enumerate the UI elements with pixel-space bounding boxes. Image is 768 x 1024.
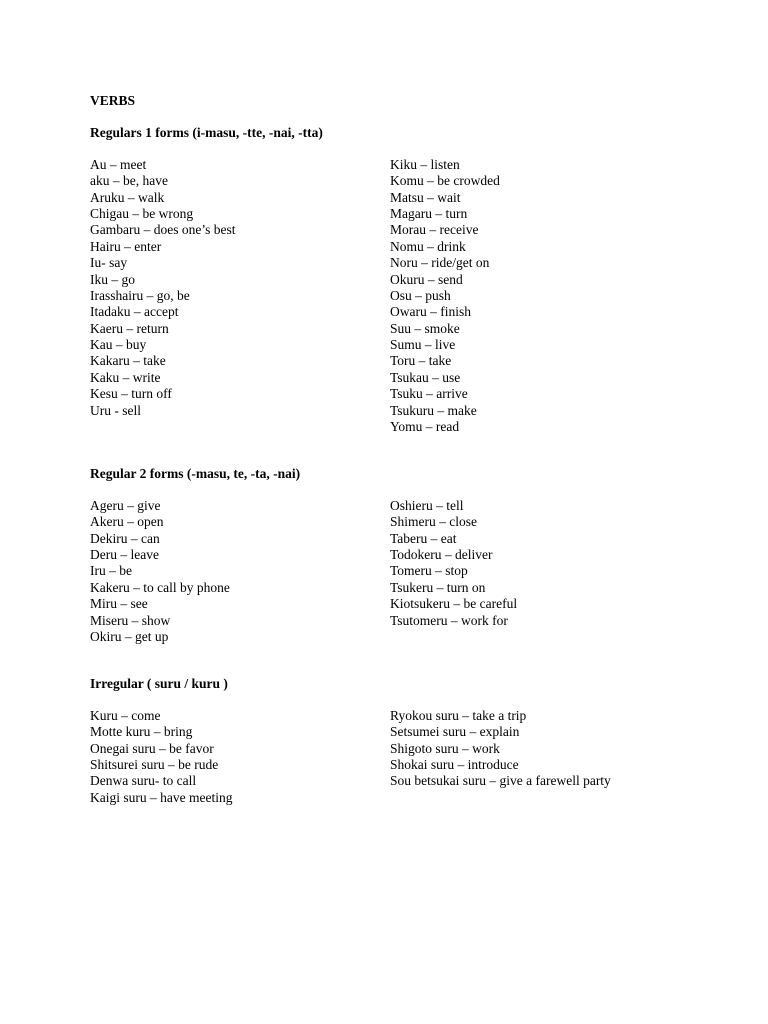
verb-item: Morau – receive <box>390 222 479 238</box>
verb-item: Itadaku – accept <box>90 304 179 320</box>
verb-item: Kaeru – return <box>90 320 169 336</box>
verb-item: Uru - sell <box>90 402 141 418</box>
verb-item: Miseru – show <box>90 612 171 628</box>
verb-list-right <box>390 498 690 646</box>
verb-item: Ageru – give <box>90 497 161 513</box>
verb-item: Tomeru – stop <box>390 563 468 579</box>
verb-item: Iu- say <box>90 255 128 271</box>
section-heading: Regular 2 forms (-masu, te, -ta, -nai) <box>90 466 301 482</box>
verb-item: Okuru – send <box>390 271 463 287</box>
verb-item: Akeru – open <box>90 514 164 530</box>
verb-item: Osu – push <box>390 287 451 303</box>
verb-list-left <box>90 708 390 806</box>
verb-item: Tsutomeru – work for <box>390 612 508 628</box>
verb-item: Yomu – read <box>390 419 460 435</box>
verb-item: Kiku – listen <box>390 156 460 172</box>
document-page <box>90 93 690 806</box>
verb-item: Onegai suru – be favor <box>90 740 214 756</box>
verb-item: Aruku – walk <box>90 189 165 205</box>
verb-item: aku – be, have <box>90 173 168 189</box>
verb-item: Hairu – enter <box>90 238 162 254</box>
verb-item: Owaru – finish <box>390 304 471 320</box>
verb-item: Setsumei suru – explain <box>390 724 520 740</box>
verb-columns <box>90 708 690 806</box>
verb-item: Oshieru – tell <box>390 497 464 513</box>
verb-item: Suu – smoke <box>390 320 460 336</box>
section-regular-2 <box>90 466 690 645</box>
verb-item: Kaku – write <box>90 369 161 385</box>
verb-item: Motte kuru – bring <box>90 724 193 740</box>
verb-item: Iru – be <box>90 563 132 579</box>
verb-item: Tsukau – use <box>390 369 461 385</box>
verb-list-right <box>390 708 690 806</box>
verb-item: Dekiru – can <box>90 530 160 546</box>
verb-item: Iku – go <box>90 271 135 287</box>
verb-item: Kakaru – take <box>90 353 166 369</box>
verb-item: Tsukeru – turn on <box>390 579 486 595</box>
verb-item: Ryokou suru – take a trip <box>390 707 527 723</box>
verb-item: Deru – leave <box>90 546 159 562</box>
verb-item: Toru – take <box>390 353 452 369</box>
verb-item: Todokeru – deliver <box>390 546 493 562</box>
verb-item: Komu – be crowded <box>390 173 500 189</box>
verb-item: Miru – see <box>90 596 148 612</box>
section-irregular <box>90 676 690 806</box>
verb-item: Noru – ride/get on <box>390 255 490 271</box>
verb-item: Taberu – eat <box>390 530 457 546</box>
section-heading: Irregular ( suru / kuru ) <box>90 676 228 692</box>
verb-item: Tsuku – arrive <box>390 386 468 402</box>
verb-item: Kuru – come <box>90 707 161 723</box>
verb-item: Nomu – drink <box>390 238 466 254</box>
verb-list-left <box>90 498 390 646</box>
verb-item: Sumu – live <box>390 337 456 353</box>
verb-item: Okiru – get up <box>90 628 169 644</box>
verb-item: Shokai suru – introduce <box>390 756 519 772</box>
verb-item: Irasshairu – go, be <box>90 287 190 303</box>
verb-list-left <box>90 157 390 436</box>
verb-item: Kaigi suru – have meeting <box>90 789 233 805</box>
verb-item: Denwa suru- to call <box>90 773 197 789</box>
verb-item: Shitsurei suru – be rude <box>90 756 219 772</box>
verb-item: Chigau – be wrong <box>90 205 194 221</box>
verb-list-right <box>390 157 690 436</box>
verb-columns <box>90 157 690 436</box>
verb-item: Kiotsukeru – be careful <box>390 596 518 612</box>
verb-item: Kakeru – to call by phone <box>90 579 230 595</box>
verb-item: Au – meet <box>90 156 147 172</box>
verb-item: Kesu – turn off <box>90 386 172 402</box>
page-title: VERBS <box>90 93 136 108</box>
verb-item: Shimeru – close <box>390 514 477 530</box>
verb-item: Gambaru – does one’s best <box>90 222 236 238</box>
section-heading: Regulars 1 forms (i-masu, -tte, -nai, -tta) <box>90 125 323 141</box>
verb-columns <box>90 498 690 646</box>
verb-item: Shigoto suru – work <box>390 740 500 756</box>
section-regular-1 <box>90 125 690 435</box>
verb-item: Tsukuru – make <box>390 402 477 418</box>
verb-item: Sou betsukai suru – give a farewell party <box>390 773 611 789</box>
verb-item: Magaru – turn <box>390 205 468 221</box>
verb-item: Matsu – wait <box>390 189 461 205</box>
verb-item: Kau – buy <box>90 337 147 353</box>
